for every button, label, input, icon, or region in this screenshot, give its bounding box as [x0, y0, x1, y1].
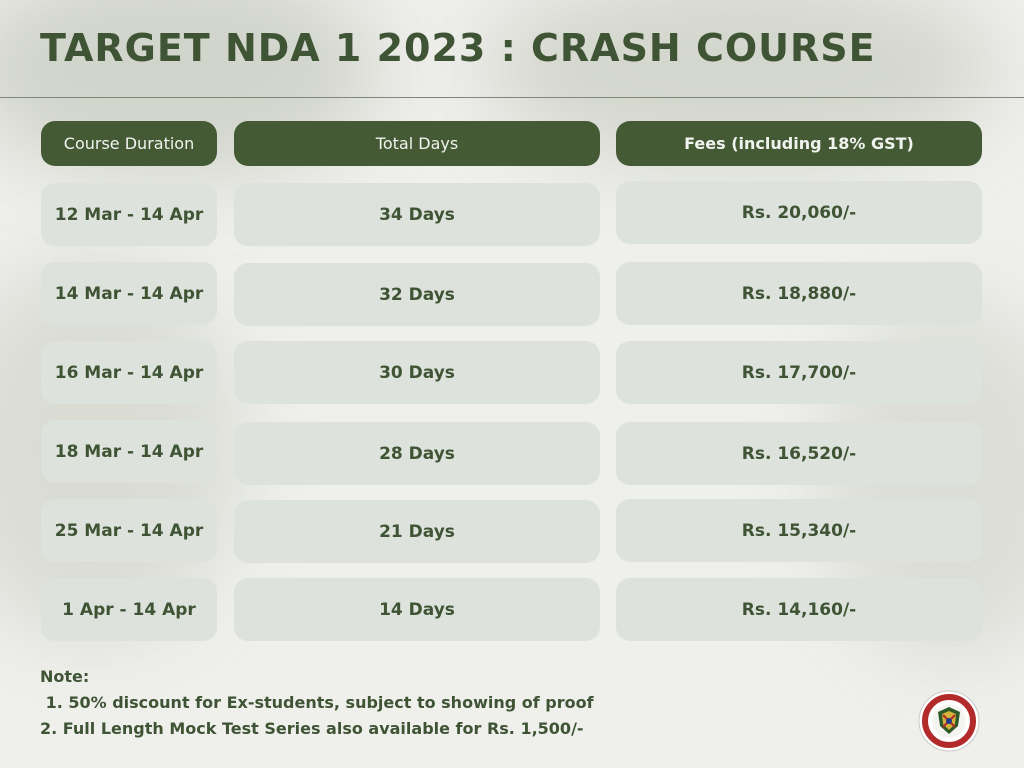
cell-duration: 16 Mar - 14 Apr — [41, 341, 217, 404]
cell-days: 14 Days — [234, 578, 600, 641]
cell-fees: Rs. 20,060/- — [616, 181, 982, 244]
cell-fees: Rs. 15,340/- — [616, 499, 982, 562]
cell-fees: Rs. 17,700/- — [616, 341, 982, 404]
cell-fees: Rs. 14,160/- — [616, 578, 982, 641]
cell-fees: Rs. 16,520/- — [616, 422, 982, 485]
title-divider — [0, 97, 1024, 98]
note-line-2: 2. Full Length Mock Test Series also available for Rs. 1,500/- — [40, 719, 584, 738]
cell-duration: 14 Mar - 14 Apr — [41, 262, 217, 325]
header-fees: Fees (including 18% GST) — [616, 121, 982, 166]
cell-duration: 25 Mar - 14 Apr — [41, 499, 217, 562]
header-course-duration: Course Duration — [41, 121, 217, 166]
cell-duration: 18 Mar - 14 Apr — [41, 420, 217, 483]
header-total-days: Total Days — [234, 121, 600, 166]
cell-duration: 12 Mar - 14 Apr — [41, 183, 217, 246]
cell-days: 30 Days — [234, 341, 600, 404]
note-line-1: 1. 50% discount for Ex-students, subject to showing of proof — [40, 693, 594, 712]
cell-days: 32 Days — [234, 263, 600, 326]
cell-fees: Rs. 18,880/- — [616, 262, 982, 325]
cell-days: 34 Days — [234, 183, 600, 246]
cell-days: 21 Days — [234, 500, 600, 563]
note-heading: Note: — [40, 667, 90, 686]
academy-crest-icon — [918, 690, 980, 752]
cell-duration: 1 Apr - 14 Apr — [41, 578, 217, 641]
page-title: TARGET NDA 1 2023 : CRASH COURSE — [40, 26, 876, 70]
note-section — [40, 664, 594, 742]
cell-days: 28 Days — [234, 422, 600, 485]
